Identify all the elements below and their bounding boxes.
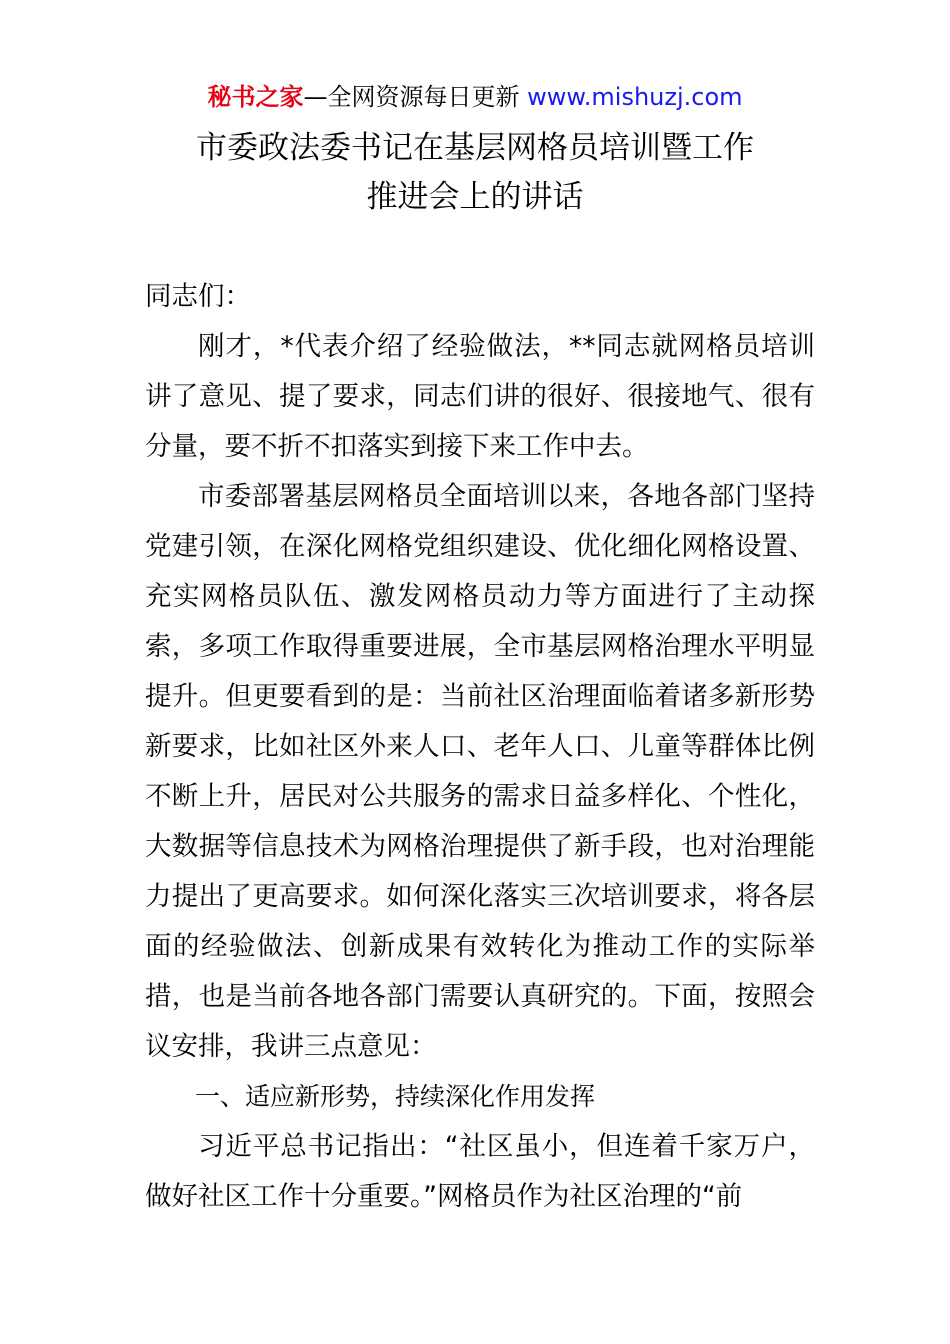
watermark-header	[0, 80, 950, 114]
document-title-line-1: 市委政法委书记在基层网格员培训暨工作	[196, 130, 754, 166]
greeting: 同志们：	[145, 281, 251, 312]
section-heading-1: 一、适应新形势，持续深化作用发挥	[195, 1082, 596, 1111]
document-title-line-2: 推进会上的讲话	[366, 179, 584, 215]
header-tagline: —全网资源每日更新	[303, 83, 528, 111]
paragraph-3: 习近平总书记指出：“社区虽小，但连着千家万户，做好社区工作十分重要。”网格员作为社区治理的“前	[145, 1131, 815, 1212]
paragraph-1: 刚才，*代表介绍了经验做法，**同志就网格员培训讲了意见、提了要求，同志们讲的很好、很接地气、很有分量，要不折不扣落实到接下来工作中去。	[145, 331, 815, 462]
website-link[interactable]: www.mishuzj.com	[527, 83, 743, 111]
document-body	[145, 272, 815, 1222]
paragraph-2: 市委部署基层网格员全面培训以来，各地各部门坚持党建引领，在深化网格党组织建设、优化细化网格设置、充实网格员队伍、激发网格员动力等方面进行了主动探索，多项工作取得重要进展，全市基层网格治理水平明显提升。但更要看到的是：当前社区治理面临着诸多新形势新要求，比如社区外来人口、老年人口、儿童等群体比例不断上升，居民对公共服务的需求日益多样化、个性化，大数据等信息技术为网格治理提供了新手段，也对治理能力提出了更高要求。如何深化落实三次培训要求，将各层面的经验做法、创新成果有效转化为推动工作的实际举措，也是当前各地各部门需要认真研究的。下面，按照会议安排，我讲三点意见：	[145, 481, 815, 1062]
brand-name: 秘书之家	[207, 83, 304, 111]
